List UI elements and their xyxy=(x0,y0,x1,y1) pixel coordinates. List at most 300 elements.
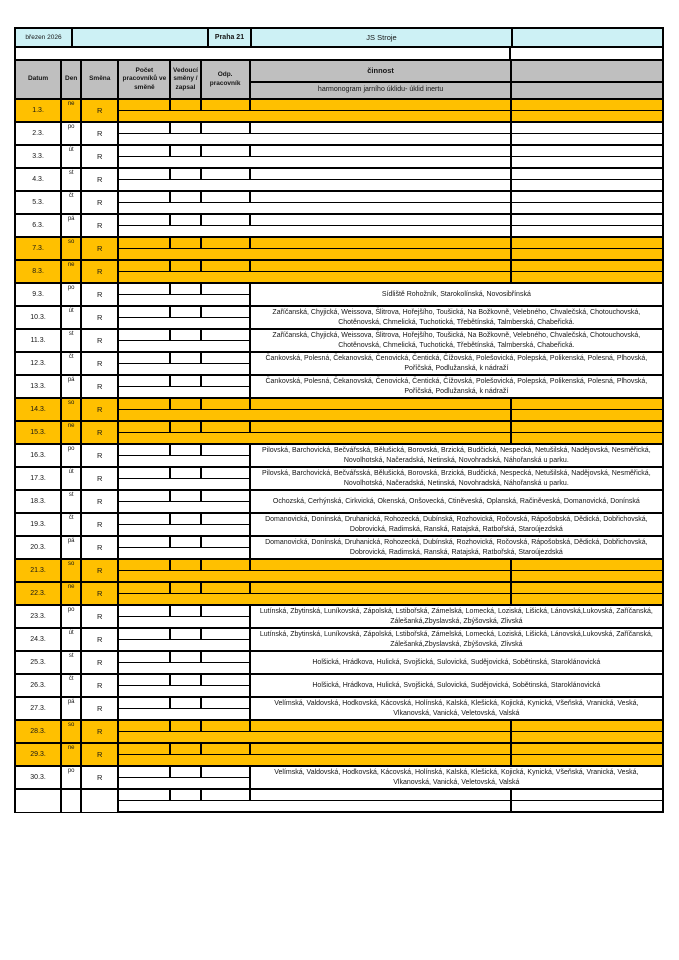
activity-cell: Holšická, Hrádkova, Hulická, Svojšická, Sulovická, Sudějovická, Sobětinská, Staroklánovická xyxy=(250,674,663,697)
day-cell: ne xyxy=(61,421,81,444)
shift-cell: R xyxy=(81,605,118,628)
day-cell: út xyxy=(61,306,81,329)
responsible-cell xyxy=(201,214,250,226)
right-blank-cell xyxy=(511,99,663,111)
day-cell: čt xyxy=(61,191,81,214)
shift-lead-cell xyxy=(170,122,200,134)
activity-cell: Lutínská, Zbytinská, Luníkovská, Zápolská, Lstibořská, Zámelská, Lomecká, Loziská, Lišická, Lánovská,Lukovská, Zaříčanská, Zálešanká,Zbyslavská, Zbýšovská, Zlivská xyxy=(250,628,663,651)
shift-lead-cell xyxy=(170,237,200,249)
responsible-cell xyxy=(201,605,250,617)
workers-count-cell xyxy=(118,697,170,709)
workers-count-cell xyxy=(118,122,170,134)
activity-cell: Čankovská, Polesná, Čekanovská, Čenovická, Čentická, Čížovská, Polešovická, Polepská, Polikenská, Polesná, Plhovská, Poříčská, Podlužanská, k nádraží xyxy=(250,352,663,375)
workers-count-cell xyxy=(118,674,170,686)
schedule-row xyxy=(15,168,663,180)
workers-count-cell xyxy=(118,260,170,272)
shift-cell: R xyxy=(81,375,118,398)
activity-cell: Domanovická, Donínská, Druhanická, Rohozecká, Dubínská, Rozhovická, Ročovská, Rápošobská, Dědická, Dobřichovská, Dobrovická, Radimská, Ranská, Ratajská, Ratbořská, Staroújezdská xyxy=(250,536,663,559)
schedule-row xyxy=(15,513,663,525)
schedule-sheet xyxy=(14,27,664,813)
date-cell: 22.3. xyxy=(15,582,61,605)
right-blank-cell xyxy=(511,249,663,261)
day-cell: čt xyxy=(61,513,81,536)
shift-lead-cell xyxy=(170,306,200,318)
responsible-cell xyxy=(201,628,250,640)
date-cell: 10.3. xyxy=(15,306,61,329)
date-cell: 27.3. xyxy=(15,697,61,720)
responsible-cell xyxy=(201,398,250,410)
shift-lead-cell xyxy=(170,352,200,364)
spacer-row xyxy=(14,48,664,59)
right-blank-cell xyxy=(511,260,663,272)
activity-cell: Velímská, Valdovská, Hodkovská, Kácovská, Holínská, Kalská, Klešická, Kojická, Kynická, Všeňská, Vranická, Veská, Vlkanovská, Vanická, Veletovská, Valská xyxy=(250,697,663,720)
col-header-right-blank xyxy=(511,60,663,82)
date-cell: 9.3. xyxy=(15,283,61,306)
schedule-row xyxy=(15,743,663,755)
right-blank-cell xyxy=(511,789,663,801)
schedule-row xyxy=(15,306,663,318)
notes-cell xyxy=(118,686,249,698)
schedule-row xyxy=(15,237,663,249)
responsible-cell xyxy=(201,743,250,755)
activity-cell: Velímská, Valdovská, Hodkovská, Kácovská, Holínská, Kalská, Klešická, Kojická, Kynická, Všeňská, Vranická, Veská, Vlkanovská, Vanická, Veletovská, Valská xyxy=(250,766,663,789)
workers-count-cell xyxy=(118,513,170,525)
notes-cell xyxy=(118,111,511,123)
activity-cell xyxy=(250,122,512,134)
shift-lead-cell xyxy=(170,191,200,203)
schedule-row xyxy=(15,444,663,456)
day-cell: čt xyxy=(61,674,81,697)
right-blank-cell xyxy=(511,134,663,146)
day-cell: čt xyxy=(61,352,81,375)
date-cell: 1.3. xyxy=(15,99,61,122)
activity-cell xyxy=(250,168,512,180)
activity-cell xyxy=(250,214,512,226)
day-cell: po xyxy=(61,122,81,145)
date-cell: 21.3. xyxy=(15,559,61,582)
date-cell: 3.3. xyxy=(15,145,61,168)
responsible-cell xyxy=(201,191,250,203)
responsible-cell xyxy=(201,559,250,571)
shift-lead-cell xyxy=(170,536,200,548)
responsible-cell xyxy=(201,720,250,732)
shift-lead-cell xyxy=(170,513,200,525)
month-cell: březen 2026 xyxy=(25,33,62,41)
day-cell: út xyxy=(61,467,81,490)
responsible-cell xyxy=(201,513,250,525)
activity-cell: Holšická, Hrádkova, Hulická, Svojšická, Sulovická, Sudějovická, Sobětinská, Staroklánovická xyxy=(250,651,663,674)
day-cell: po xyxy=(61,444,81,467)
shift-lead-cell xyxy=(170,490,200,502)
shift-lead-cell xyxy=(170,444,200,456)
subheader-right-blank xyxy=(511,82,663,99)
activity-cell: Pilovská, Barchovická, Bečvářsská, Bělušická, Borovská, Brzická, Budčická, Nespecká, Netušilská, Nadějovská, Nesměřická, Novolhotská, Načeradská, Netinská, Novohradská, Náhořanská u parku. xyxy=(250,444,663,467)
day-cell: pá xyxy=(61,375,81,398)
workers-count-cell xyxy=(118,375,170,387)
col-header-den: Den xyxy=(61,60,81,99)
workers-count-cell xyxy=(118,789,170,801)
activity-cell: Domanovická, Donínská, Druhanická, Rohozecká, Dubínská, Rozhovická, Ročovská, Rápošobská, Dědická, Dobřichovská, Dobrovická, Radimská, Ranská, Ratajská, Ratbořská, Staroújezdská xyxy=(250,513,663,536)
notes-cell xyxy=(118,272,511,284)
date-cell: 6.3. xyxy=(15,214,61,237)
schedule-row xyxy=(15,789,663,801)
day-cell: ne xyxy=(61,99,81,122)
activity-cell: Sídliště Rohožník, Starokolínská, Novosibřínská xyxy=(250,283,663,306)
right-blank-cell xyxy=(511,122,663,134)
shift-lead-cell xyxy=(170,168,200,180)
shift-cell: R xyxy=(81,214,118,237)
shift-cell: R xyxy=(81,191,118,214)
notes-cell xyxy=(118,502,249,514)
workers-count-cell xyxy=(118,99,170,111)
day-cell: ne xyxy=(61,743,81,766)
shift-cell: R xyxy=(81,306,118,329)
date-cell: 29.3. xyxy=(15,743,61,766)
notes-cell xyxy=(118,801,511,813)
shift-cell: R xyxy=(81,490,118,513)
shift-cell: R xyxy=(81,260,118,283)
schedule-row xyxy=(15,214,663,226)
shift-cell: R xyxy=(81,513,118,536)
district-cell: Praha 21 xyxy=(207,29,250,46)
day-cell: st xyxy=(61,329,81,352)
shift-cell: R xyxy=(81,582,118,605)
col-header-smena: Směna xyxy=(81,60,118,99)
right-blank-cell xyxy=(511,582,663,594)
activity-cell: Zaříčanská, Chyjická, Weissova, Šlitrova, Hořejšího, Toušická, Na Božkovně, Velebného, Chvalečská, Chotouchovská, Chotěnovská, Chmelická, Tuchotická, Třebětínská, Talmberská, Chabeřická. xyxy=(250,329,663,352)
shift-lead-cell xyxy=(170,628,200,640)
activity-cell: Čankovská, Polesná, Čekanovská, Čenovická, Čentická, Čížovská, Polešovická, Polepská, Polikenská, Polesná, Plhovská, Poříčská, Podlužanská, k nádraží xyxy=(250,375,663,398)
date-cell: 5.3. xyxy=(15,191,61,214)
col-header-vedouci-smeny: Vedoucí směny / zapsal xyxy=(170,60,200,99)
right-blank-cell xyxy=(511,732,663,744)
date-cell: 24.3. xyxy=(15,628,61,651)
workers-count-cell xyxy=(118,766,170,778)
notes-cell xyxy=(118,410,511,422)
col-header-cinnost: činnost xyxy=(250,60,512,82)
right-blank-cell xyxy=(511,559,663,571)
shift-cell: R xyxy=(81,99,118,122)
notes-cell xyxy=(118,548,249,560)
workers-count-cell xyxy=(118,283,170,295)
responsible-cell xyxy=(201,766,250,778)
schedule-row xyxy=(15,582,663,594)
shift-cell: R xyxy=(81,674,118,697)
notes-cell xyxy=(118,594,511,606)
workers-count-cell xyxy=(118,628,170,640)
schedule-row xyxy=(15,674,663,686)
notes-cell xyxy=(118,203,511,215)
date-cell: 12.3. xyxy=(15,352,61,375)
day-cell: st xyxy=(61,168,81,191)
workers-count-cell xyxy=(118,467,170,479)
schedule-row xyxy=(15,697,663,709)
schedule-row xyxy=(15,766,663,778)
responsible-cell xyxy=(201,122,250,134)
workers-count-cell xyxy=(118,214,170,226)
workers-count-cell xyxy=(118,490,170,502)
responsible-cell xyxy=(201,421,250,433)
responsible-cell xyxy=(201,651,250,663)
schedule-row xyxy=(15,352,663,364)
right-blank-cell xyxy=(511,157,663,169)
schedule-row xyxy=(15,99,663,111)
shift-lead-cell xyxy=(170,467,200,479)
shift-lead-cell xyxy=(170,766,200,778)
notes-cell xyxy=(118,663,249,675)
workers-count-cell xyxy=(118,536,170,548)
date-cell: 14.3. xyxy=(15,398,61,421)
schedule-row xyxy=(15,628,663,640)
activity-cell xyxy=(250,789,512,801)
date-cell: 7.3. xyxy=(15,237,61,260)
date-cell: 11.3. xyxy=(15,329,61,352)
schedule-row xyxy=(15,605,663,617)
responsible-cell xyxy=(201,99,250,111)
day-cell: so xyxy=(61,720,81,743)
date-cell: 28.3. xyxy=(15,720,61,743)
schedule-row xyxy=(15,421,663,433)
title-right-blank-cell xyxy=(511,29,662,46)
day-cell: pá xyxy=(61,697,81,720)
day-cell: po xyxy=(61,283,81,306)
notes-cell xyxy=(118,226,511,238)
shift-cell: R xyxy=(81,720,118,743)
right-blank-cell xyxy=(511,801,663,813)
date-cell: 16.3. xyxy=(15,444,61,467)
date-cell: 8.3. xyxy=(15,260,61,283)
shift-cell: R xyxy=(81,352,118,375)
notes-cell xyxy=(118,157,511,169)
org-cell: JS Stroje xyxy=(250,29,511,46)
responsible-cell xyxy=(201,697,250,709)
responsible-cell xyxy=(201,490,250,502)
shift-cell: R xyxy=(81,329,118,352)
date-cell: 18.3. xyxy=(15,490,61,513)
activity-cell xyxy=(250,559,512,571)
shift-cell: R xyxy=(81,766,118,789)
shift-cell: R xyxy=(81,168,118,191)
shift-lead-cell xyxy=(170,283,200,295)
shift-lead-cell xyxy=(170,214,200,226)
title-blank-cell xyxy=(71,29,207,46)
notes-cell xyxy=(118,525,249,537)
shift-cell: R xyxy=(81,444,118,467)
date-cell: 4.3. xyxy=(15,168,61,191)
shift-lead-cell xyxy=(170,743,200,755)
shift-lead-cell xyxy=(170,559,200,571)
schedule-row xyxy=(15,536,663,548)
date-cell: 19.3. xyxy=(15,513,61,536)
shift-lead-cell xyxy=(170,375,200,387)
responsible-cell xyxy=(201,444,250,456)
right-blank-cell xyxy=(511,398,663,410)
right-blank-cell xyxy=(511,214,663,226)
shift-lead-cell xyxy=(170,674,200,686)
activity-cell: Pilovská, Barchovická, Bečvářsská, Bělušická, Borovská, Brzická, Budčická, Nespecká, Netušilská, Nadějovská, Nesměřická, Novolhotská, Načeradská, Netinská, Novohradská, Náhořanská u parku. xyxy=(250,467,663,490)
workers-count-cell xyxy=(118,743,170,755)
activity-cell xyxy=(250,398,512,410)
responsible-cell xyxy=(201,329,250,341)
schedule-row xyxy=(15,559,663,571)
shift-cell: R xyxy=(81,421,118,444)
responsible-cell xyxy=(201,375,250,387)
workers-count-cell xyxy=(118,306,170,318)
notes-cell xyxy=(118,640,249,652)
activity-cell xyxy=(250,237,512,249)
notes-cell xyxy=(118,479,249,491)
workers-count-cell xyxy=(118,720,170,732)
shift-lead-cell xyxy=(170,145,200,157)
day-cell: ne xyxy=(61,582,81,605)
responsible-cell xyxy=(201,237,250,249)
activity-cell xyxy=(250,99,512,111)
workers-count-cell xyxy=(118,651,170,663)
schedule-row xyxy=(15,191,663,203)
shift-lead-cell xyxy=(170,789,200,801)
notes-cell xyxy=(118,709,249,721)
date-cell: 23.3. xyxy=(15,605,61,628)
date-cell: 2.3. xyxy=(15,122,61,145)
right-blank-cell xyxy=(511,421,663,433)
workers-count-cell xyxy=(118,444,170,456)
col-header-datum: Datum xyxy=(15,60,61,99)
notes-cell xyxy=(118,387,249,399)
activity-cell xyxy=(250,720,512,732)
shift-cell: R xyxy=(81,237,118,260)
schedule-row xyxy=(15,145,663,157)
date-cell: 20.3. xyxy=(15,536,61,559)
schedule-row xyxy=(15,329,663,341)
notes-cell xyxy=(118,732,511,744)
responsible-cell xyxy=(201,674,250,686)
right-blank-cell xyxy=(511,191,663,203)
responsible-cell xyxy=(201,168,250,180)
date-cell: 13.3. xyxy=(15,375,61,398)
notes-cell xyxy=(118,433,511,445)
workers-count-cell xyxy=(118,398,170,410)
right-blank-cell xyxy=(511,237,663,249)
day-cell: ne xyxy=(61,260,81,283)
day-cell: út xyxy=(61,628,81,651)
date-cell: 25.3. xyxy=(15,651,61,674)
activity-cell xyxy=(250,743,512,755)
schedule-row xyxy=(15,375,663,387)
activity-cell: Zaříčanská, Chyjická, Weissova, Šlitrova, Hořejšího, Toušická, Na Božkovně, Velebného, Chvalečská, Chotouchovská, Chotěnovská, Chmelická, Tuchotická, Třebětínská, Talmberská, Chabeřická. xyxy=(250,306,663,329)
activity-cell: Ochozská, Cerhýnská, Cirkvická, Okenská, Onšovecká, Ctiněveská, Oplanská, Račiněveská, Domanovická, Donínská xyxy=(250,490,663,513)
responsible-cell xyxy=(201,260,250,272)
right-blank-cell xyxy=(511,226,663,238)
right-blank-cell xyxy=(511,145,663,157)
shift-lead-cell xyxy=(170,651,200,663)
activity-cell xyxy=(250,191,512,203)
responsible-cell xyxy=(201,283,250,295)
workers-count-cell xyxy=(118,559,170,571)
date-cell: 30.3. xyxy=(15,766,61,789)
workers-count-cell xyxy=(118,421,170,433)
notes-cell xyxy=(118,617,249,629)
notes-cell xyxy=(118,456,249,468)
right-blank-cell xyxy=(511,168,663,180)
day-cell xyxy=(61,789,81,812)
day-cell: po xyxy=(61,766,81,789)
workers-count-cell xyxy=(118,352,170,364)
spacer-divider xyxy=(509,48,511,59)
responsible-cell xyxy=(201,789,250,801)
shift-cell: R xyxy=(81,145,118,168)
notes-cell xyxy=(118,318,249,330)
day-cell: st xyxy=(61,651,81,674)
shift-lead-cell xyxy=(170,329,200,341)
shift-cell xyxy=(81,789,118,812)
schedule-row xyxy=(15,260,663,272)
shift-lead-cell xyxy=(170,582,200,594)
table-header-row xyxy=(15,60,663,82)
right-blank-cell xyxy=(511,272,663,284)
right-blank-cell xyxy=(511,433,663,445)
workers-count-cell xyxy=(118,168,170,180)
shift-cell: R xyxy=(81,536,118,559)
shift-cell: R xyxy=(81,697,118,720)
notes-cell xyxy=(118,249,511,261)
notes-cell xyxy=(118,571,511,583)
shift-cell: R xyxy=(81,559,118,582)
shift-cell: R xyxy=(81,398,118,421)
notes-cell xyxy=(118,778,249,790)
shift-cell: R xyxy=(81,743,118,766)
day-cell: út xyxy=(61,145,81,168)
right-blank-cell xyxy=(511,755,663,767)
day-cell: pá xyxy=(61,536,81,559)
right-blank-cell xyxy=(511,720,663,732)
shift-lead-cell xyxy=(170,398,200,410)
day-cell: so xyxy=(61,237,81,260)
schedule-row xyxy=(15,283,663,295)
activity-cell xyxy=(250,421,512,433)
schedule-row xyxy=(15,122,663,134)
notes-cell xyxy=(118,180,511,192)
activity-cell xyxy=(250,145,512,157)
col-header-odp-pracovnik: Odp. pracovník xyxy=(201,60,250,99)
schedule-row xyxy=(15,490,663,502)
day-cell: po xyxy=(61,605,81,628)
col-header-pocet-pracovniku: Počet pracovníků ve směně xyxy=(118,60,170,99)
schedule-table xyxy=(14,59,664,813)
right-blank-cell xyxy=(511,571,663,583)
schedule-row xyxy=(15,651,663,663)
workers-count-cell xyxy=(118,582,170,594)
notes-cell xyxy=(118,364,249,376)
date-cell: 15.3. xyxy=(15,421,61,444)
workers-count-cell xyxy=(118,329,170,341)
notes-cell xyxy=(118,134,511,146)
shift-cell: R xyxy=(81,122,118,145)
right-blank-cell xyxy=(511,203,663,215)
responsible-cell xyxy=(201,582,250,594)
right-blank-cell xyxy=(511,111,663,123)
title-band xyxy=(14,27,664,48)
shift-lead-cell xyxy=(170,421,200,433)
notes-cell xyxy=(118,755,511,767)
responsible-cell xyxy=(201,352,250,364)
date-cell: 17.3. xyxy=(15,467,61,490)
shift-cell: R xyxy=(81,628,118,651)
notes-cell xyxy=(118,341,249,353)
day-cell: st xyxy=(61,490,81,513)
schedule-row xyxy=(15,467,663,479)
shift-lead-cell xyxy=(170,697,200,709)
activity-cell: Lutínská, Zbytinská, Luníkovská, Zápolská, Lstibořská, Zámelská, Lomecká, Loziská, Lišická, Lánovská,Lukovská, Zaříčanská, Zálešanká,Zbyslavská, Zbýšovská, Zlivská xyxy=(250,605,663,628)
